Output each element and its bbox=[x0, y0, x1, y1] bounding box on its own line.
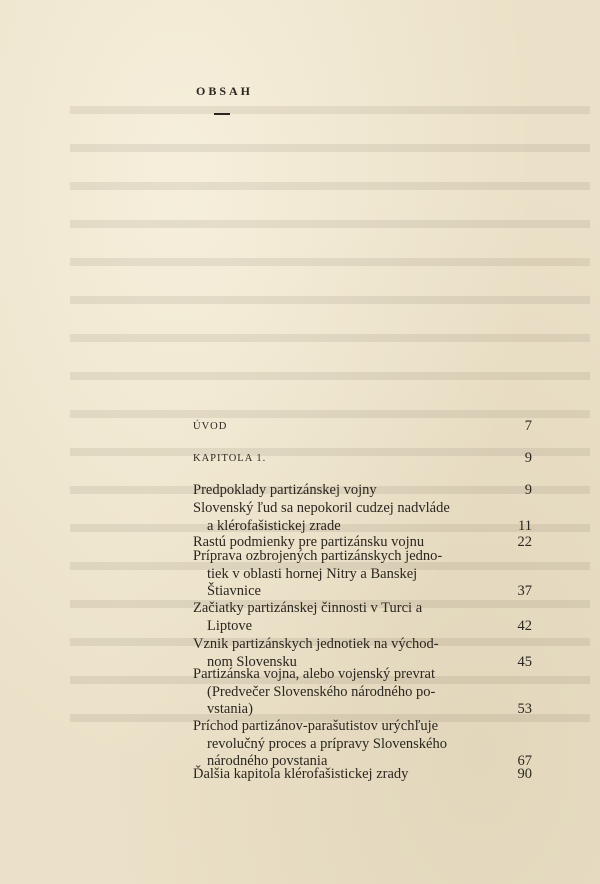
toc-entry-page-number: 53 bbox=[517, 701, 532, 717]
toc-entry-title-line: a klérofašistickej zrade bbox=[207, 517, 341, 534]
toc-entry-page-number: 37 bbox=[517, 583, 532, 599]
toc-entry-title-line: vstania) bbox=[207, 701, 253, 717]
toc-entry-title-line: (Predvečer Slovenského národného po- bbox=[207, 683, 436, 700]
toc-entry-title-line: Príprava ozbrojených partizánskych jedno- bbox=[193, 548, 443, 564]
toc-entry bbox=[193, 450, 534, 468]
toc-entry-title bbox=[193, 718, 498, 771]
toc-entry-title bbox=[193, 450, 498, 468]
toc-entry-title-line: Vznik partizánskych jednotiek na východ- bbox=[193, 636, 439, 652]
toc-entry bbox=[193, 718, 534, 771]
toc-entry-page-number: 11 bbox=[518, 517, 532, 534]
toc-heading: OBSAH bbox=[196, 84, 254, 98]
toc-entry-title-line: Ďalšia kapitola klérofašistickej zrady bbox=[193, 766, 409, 782]
toc-entry bbox=[193, 666, 534, 719]
toc-entry-title-line: Rastú podmienky pre partizánsku vojnu bbox=[193, 534, 425, 550]
toc-entry-title-line: národného povstania bbox=[207, 753, 328, 769]
toc-entry-title bbox=[193, 766, 498, 784]
toc-entry bbox=[193, 418, 534, 436]
toc-entry-page-number: 67 bbox=[517, 753, 532, 769]
heading-rule bbox=[214, 113, 230, 115]
toc-entry-title-line: nom Slovensku bbox=[207, 653, 297, 670]
toc-entry-title bbox=[193, 482, 498, 500]
toc-entry-title-line: Liptove bbox=[207, 617, 253, 634]
toc-entry-title bbox=[193, 418, 498, 436]
toc-entry-page-number: 9 bbox=[524, 450, 532, 466]
toc-entry-page-number: 22 bbox=[517, 534, 532, 550]
toc-entry-title-line: Slovenský ľud sa nepokoril cudzej nadvláde bbox=[193, 500, 450, 516]
toc-entry-title-line: ÚVOD bbox=[193, 421, 228, 432]
toc-entry-title bbox=[193, 600, 498, 635]
toc-entry-title bbox=[193, 500, 498, 535]
toc-entry-title-line: Partizánska vojna, alebo vojenský prevrat bbox=[193, 666, 435, 682]
toc-entry-title-line: tiek v oblasti hornej Nitry a Banskej bbox=[207, 565, 418, 582]
toc-entry-page-number: 9 bbox=[524, 482, 532, 498]
toc-entry-page-number: 42 bbox=[517, 617, 532, 634]
toc-entry-page-number: 90 bbox=[517, 766, 532, 782]
toc-entry-title bbox=[193, 666, 498, 719]
toc-entry-title-line: Štiavnice bbox=[207, 583, 261, 599]
toc-entry bbox=[193, 482, 534, 500]
toc-entry-page-number: 45 bbox=[517, 653, 532, 670]
toc-entry-title-line: Začiatky partizánskej činnosti v Turci a bbox=[193, 600, 423, 616]
toc-entry-title-line: KAPITOLA 1. bbox=[193, 453, 267, 464]
toc-entry-page-number: 7 bbox=[524, 418, 532, 434]
toc-entry bbox=[193, 548, 534, 601]
toc-entry bbox=[193, 600, 534, 635]
toc-entry-title-line: Príchod partizánov-parašutistov urýchľuje bbox=[193, 718, 439, 734]
toc-entry bbox=[193, 766, 534, 784]
toc-entry-title-line: revolučný proces a prípravy Slovenského bbox=[207, 735, 447, 752]
toc-entry-title bbox=[193, 548, 498, 601]
toc-entry-title-line: Predpoklady partizánskej vojny bbox=[193, 482, 377, 498]
toc-entry bbox=[193, 500, 534, 535]
